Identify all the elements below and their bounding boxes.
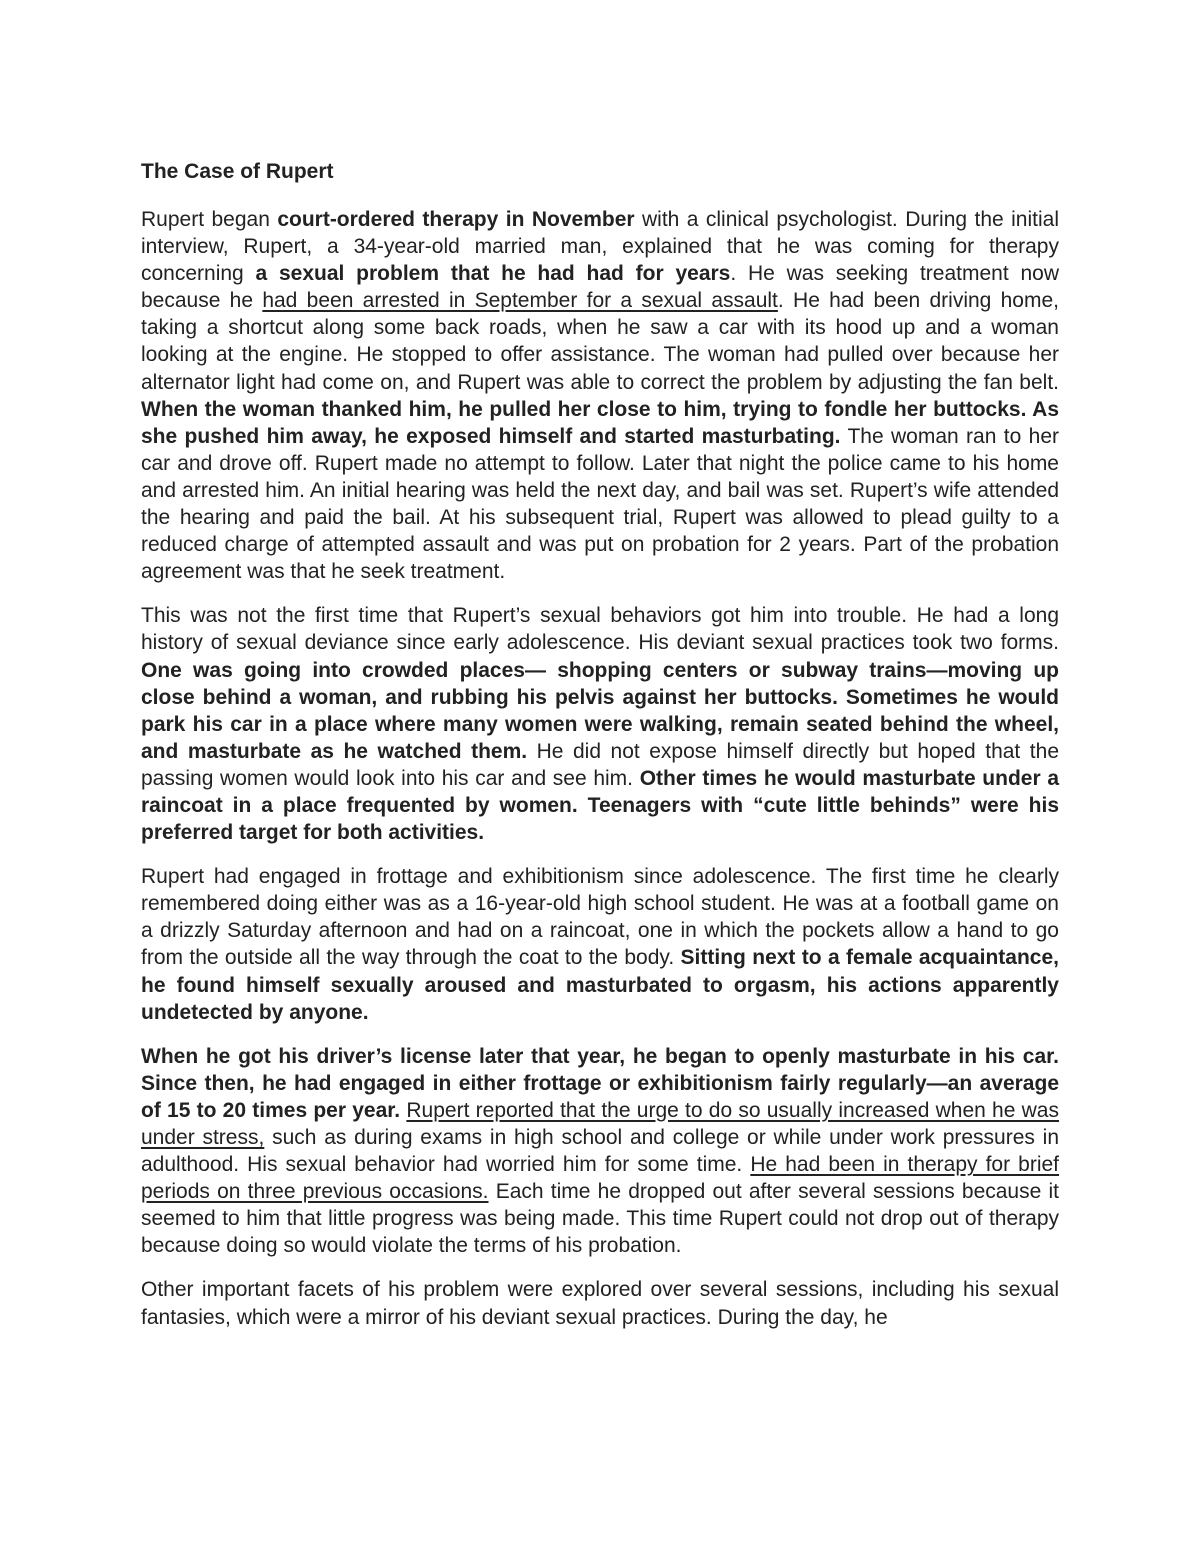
underlined-text: had been arrested in September for a sexual assault xyxy=(262,289,778,313)
plain-text: The woman ran to her car and drove off. Rupert made no attempt to follow. Later that night the police came to his home and arrested him. An initial hearing was held the next day, and bail was set. Rupert’s wife attended the hearing and paid the bail. At his subsequent trial, Rupert was allowed to plead guilty to a reduced charge of attempted assault and was put on probation for 2 years. Part of the probation agreement was that he seek treatment. xyxy=(141,424,1059,584)
plain-text: Rupert had engaged in frottage and exhibitionism since adolescence. The first time he clearly remembered doing either was as a 16-year-old high school student. He was at a football game on a drizzly Saturday afternoon and had on a raincoat, one in which the pockets allow a hand to go from the outside all the way through the coat to the body. xyxy=(141,865,1059,970)
plain-text: Rupert began xyxy=(141,208,278,231)
plain-text: This was not the first time that Rupert’s sexual behaviors got him into trouble. He had a long history of sexual deviance since early adolescence. His deviant sexual practices took two forms. xyxy=(141,604,1059,655)
bold-text: When the woman thanked him, he pulled her close to him, trying to fondle her buttocks. As she pushed him away, he exposed himself and started masturbating. xyxy=(141,397,1059,448)
plain-text: . He was seeking treatment now because he xyxy=(141,262,1059,313)
plain-text: with a clinical psychologist. During the initial interview, Rupert, a 34-year-old married man, explained that he was coming for therapy concerning xyxy=(141,208,1059,286)
underlined-text: Rupert reported that the urge to do so usually increased when he was under stress, xyxy=(141,1098,1059,1149)
bold-text: Other times he would masturbate under a raincoat in a place frequented by women. Teenagers with “cute little behinds” were his preferred target for both activities. xyxy=(141,766,1059,845)
plain-text: Other important facets of his problem were explored over several sessions, including his sexual fantasies, which were a mirror of his deviant sexual practices. During the day, he xyxy=(141,1278,1059,1329)
underlined-text: He had been in therapy for brief periods on three previous occasions. xyxy=(141,1153,1059,1204)
body-paragraph xyxy=(141,863,1059,1026)
bold-text: Sitting next to a female acquaintance, he found himself sexually aroused and masturbated to orgasm, his actions apparently undetected by anyone. xyxy=(141,946,1059,1024)
plain-text: such as during exams in high school and college or while under work pressures in adulthood. His sexual behavior had worried him for some time. xyxy=(141,1126,1059,1177)
body-paragraph xyxy=(141,602,1059,846)
bold-text: One was going into crowded places— shopping centers or subway trains—moving up close behind a woman, and rubbing his pelvis against her buttocks. Sometimes he would park his car in a place where many women were walking, remain seated behind the wheel, and masturbate as he watched them. xyxy=(141,658,1059,763)
bold-text: When he got his driver’s license later that year, he began to openly masturbate in his car. Since then, he had engaged in either frottage or exhibitionism fairly regularly—an average of 15 to 20 times per year. xyxy=(141,1044,1059,1122)
document-body xyxy=(141,206,1059,1331)
body-paragraph xyxy=(141,1043,1059,1260)
body-paragraph xyxy=(141,206,1059,585)
bold-text: court-ordered therapy in November xyxy=(277,208,635,231)
plain-text: He did not expose himself directly but hoped that the passing women would look into his car and see him. xyxy=(141,739,1059,790)
plain-text: Each time he dropped out after several sessions because it seemed to him that little progress was being made. This time Rupert could not drop out of therapy because doing so would violate the terms of his probation. xyxy=(141,1180,1059,1258)
document-title: The Case of Rupert xyxy=(141,160,334,183)
document-page xyxy=(141,158,1059,1348)
plain-text: . He had been driving home, taking a shortcut along some back roads, when he saw a car with its hood up and a woman looking at the engine. He stopped to offer assistance. The woman had pulled over because her alternator light had come on, and Rupert was able to correct the problem by adjusting the fan belt. xyxy=(141,289,1059,394)
bold-text: a sexual problem that he had had for years xyxy=(255,262,731,286)
body-paragraph xyxy=(141,1276,1059,1330)
